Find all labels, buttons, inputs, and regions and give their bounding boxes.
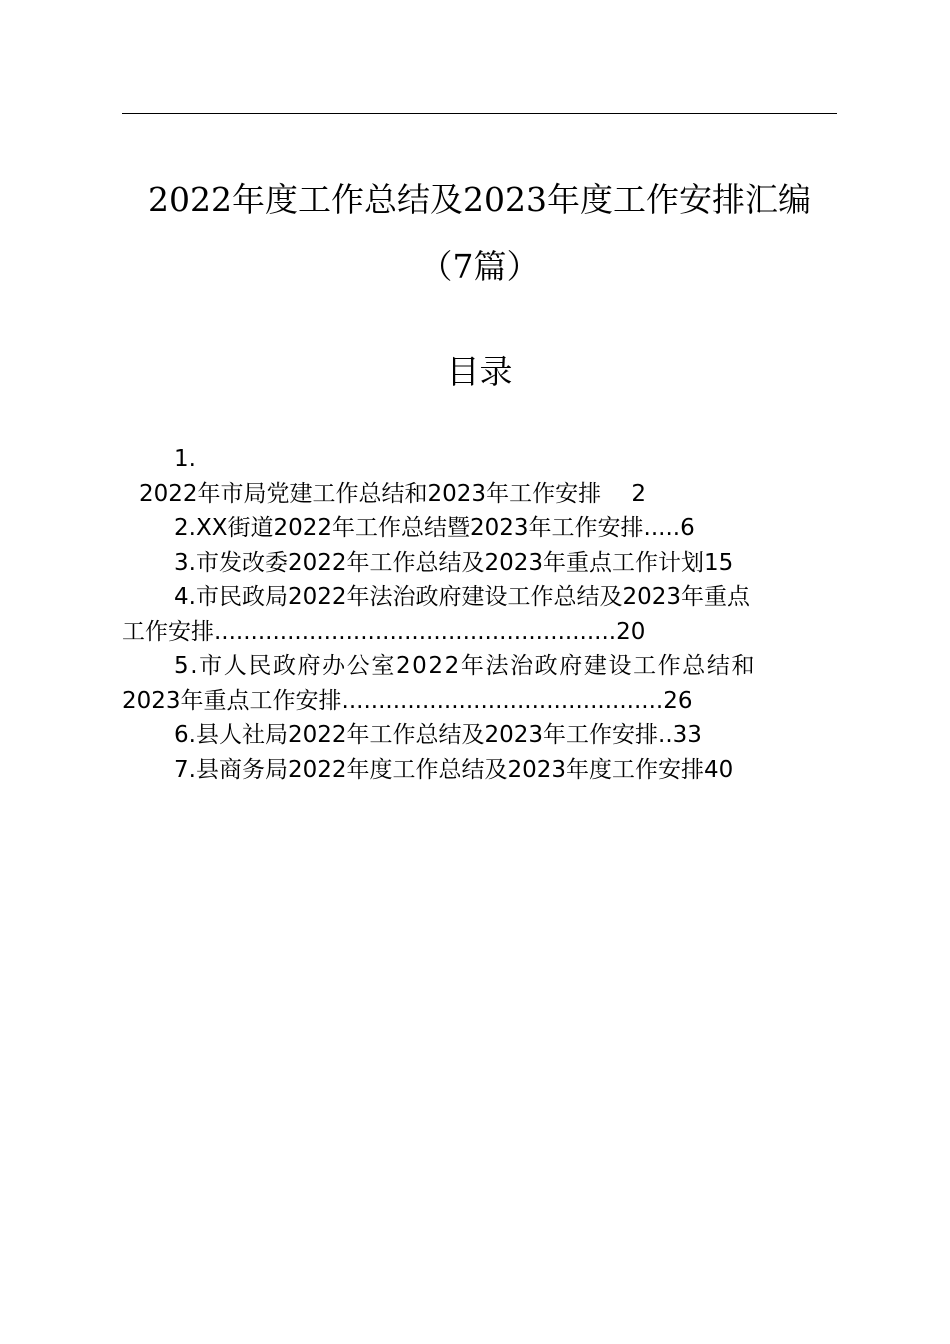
toc-entry-2[interactable] — [122, 511, 837, 546]
toc-entry-number: 1. — [174, 446, 196, 472]
document-subtitle: （7篇） — [419, 247, 540, 286]
toc-entry-4[interactable] — [122, 580, 837, 649]
toc-entry-5[interactable] — [122, 649, 837, 718]
toc-entry-7[interactable] — [122, 753, 837, 788]
toc-entry-text: 2.XX街道2022年工作总结暨2023年工作安排.....6 — [174, 515, 695, 541]
toc-entry-1[interactable] — [122, 442, 837, 511]
table-of-contents — [122, 442, 837, 787]
toc-entry-text-continued: 工作安排.......................................................20 — [122, 618, 646, 645]
document-title: 2022年度工作总结及2023年度工作安排汇编 — [148, 180, 811, 219]
toc-entry-3[interactable] — [122, 546, 837, 581]
toc-entry-text-continued: 2023年重点工作安排............................................26 — [122, 687, 693, 714]
toc-heading: 目录 — [446, 352, 513, 391]
toc-entry-text: 3.市发改委2022年工作总结及2023年重点工作计划15 — [174, 549, 734, 576]
toc-entry-text: 4.市民政局2022年法治政府建设工作总结及2023年重点 — [174, 584, 751, 610]
toc-entry-text: 6.县人社局2022年工作总结及2023年工作安排..33 — [174, 722, 702, 748]
toc-entry-6[interactable] — [122, 718, 837, 753]
toc-entry-text: 2022年市局党建工作总结和2023年工作安排 2 — [139, 480, 647, 507]
header-rule — [122, 113, 837, 114]
toc-entry-text: 7.县商务局2022年度工作总结及2023年度工作安排40 — [174, 756, 734, 783]
toc-entry-text: 5.市人民政府办公室2022年法治政府建设工作总结和 — [174, 653, 757, 679]
